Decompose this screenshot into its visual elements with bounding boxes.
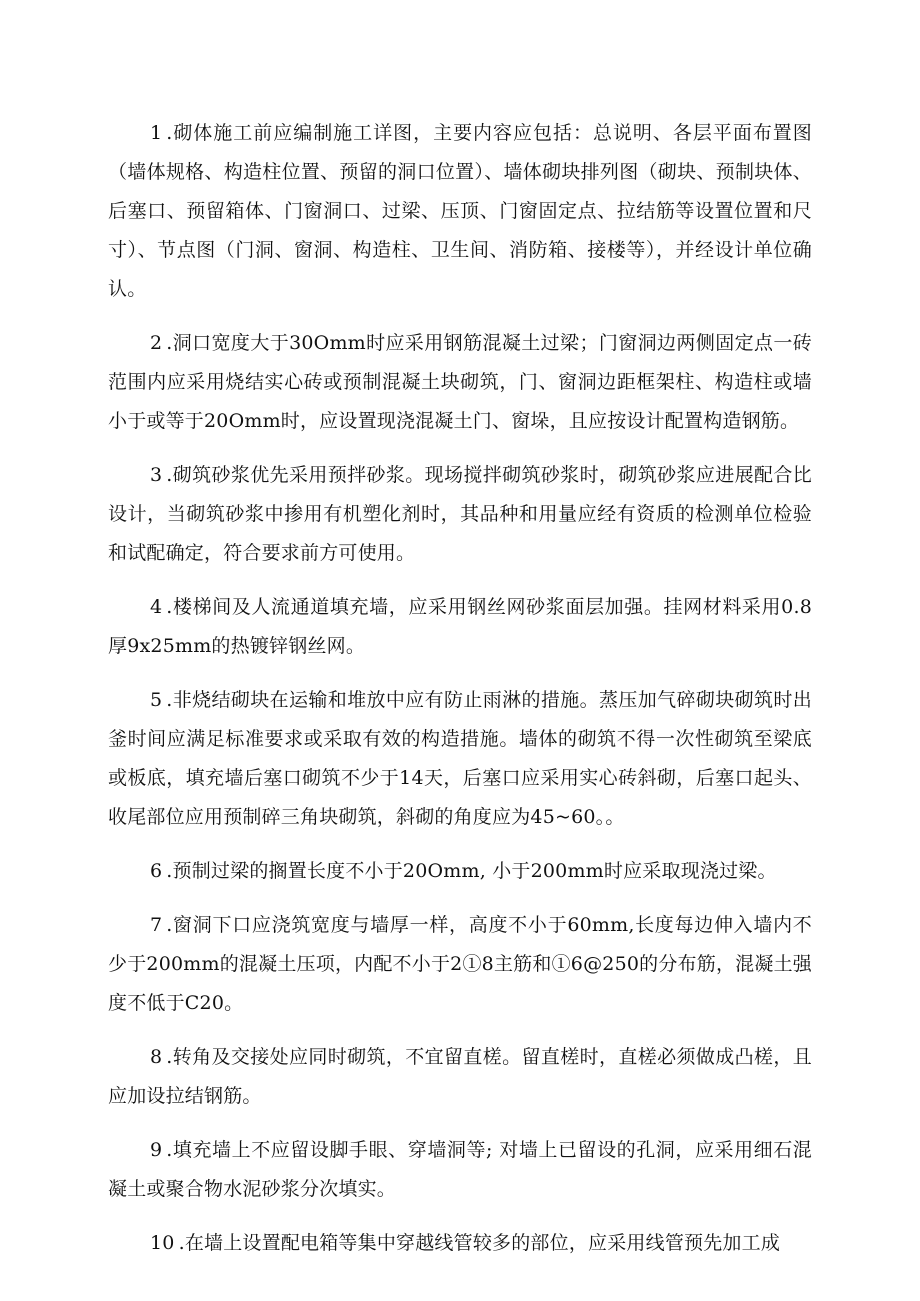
- paragraph-8: [108, 1038, 812, 1116]
- item-text: .砌筑砂浆优先采用预拌砂浆。现场搅拌砌筑砂浆时，砌筑砂浆应进展配合比设计，当砌筑砂浆中掺用有机塑化剂时，其品种和用量应经有资质的检测单位检验和试配确定，符合要求前方可使用。: [108, 464, 812, 564]
- item-number: 7: [150, 914, 163, 936]
- item-text: .砌体施工前应编制施工详图，主要内容应包括：总说明、各层平面布置图（墙体规格、构造柱位置、预留的洞口位置）、墙体砌块排列图（砌块、预制块体、后塞口、预留箱体、门窗洞口、过梁、压顶、门窗固定点、拉结筋等设置位置和尺寸）、节点图（门洞、窗洞、构造柱、卫生间、消防箱、接楼等），并经设计单位确认。: [108, 122, 812, 300]
- paragraph-10: [108, 1224, 812, 1263]
- item-text: .预制过梁的搁置长度不小于20Omm, 小于200mm时应采取现浇过梁。: [166, 860, 777, 882]
- paragraph-1: [108, 114, 812, 309]
- item-text: .非烧结砌块在运输和堆放中应有防止雨淋的措施。蒸压加气碎砌块砌筑时出釜时间应满足标准要求或采取有效的构造措施。墙体的砌筑不得一次性砌筑至梁底或板底，填充墙后塞口砌筑不少于14天，后塞口应采用实心砖斜砌，后塞口起头、收尾部位应用预制碎三角块砌筑，斜砌的角度应为45~60。。: [108, 689, 812, 828]
- item-text: .洞口宽度大于30Omm时应采用钢筋混凝土过梁；门窗洞边两侧固定点一砖范围内应采用烧结实心砖或预制混凝土块砌筑，门、窗洞边距框架柱、构造柱或墙小于或等于20Omm时，应设置现浇混凝土门、窗垛，且应按设计配置构造钢筋。: [108, 332, 812, 432]
- item-text: .窗洞下口应浇筑宽度与墙厚一样，高度不小于60mm,长度每边伸入墙内不少于200mm的混凝土压项，内配不小于2①8主筋和①6@250的分布筋，混凝土强度不低于C20。: [108, 914, 812, 1014]
- item-number: 8: [150, 1046, 163, 1068]
- item-number: 10: [150, 1232, 175, 1254]
- item-text: .填充墙上不应留设脚手眼、穿墙洞等; 对墙上已留设的孔洞，应采用细石混凝土或聚合物水泥砂浆分次填实。: [108, 1139, 812, 1200]
- item-number: 9: [150, 1139, 163, 1161]
- item-number: 1: [150, 122, 163, 144]
- item-text: .在墙上设置配电箱等集中穿越线管较多的部位，应采用线管预先加工成: [178, 1232, 781, 1254]
- item-number: 2: [150, 332, 163, 354]
- item-number: 3: [150, 464, 163, 486]
- item-number: 6: [150, 860, 163, 882]
- paragraph-9: [108, 1131, 812, 1209]
- item-text: .转角及交接处应同时砌筑，不宜留直槎。留直槎时，直槎必须做成凸槎，且应加设拉结钢筋。: [108, 1046, 812, 1107]
- paragraph-6: [108, 852, 812, 891]
- paragraph-7: [108, 906, 812, 1023]
- paragraph-4: [108, 588, 812, 666]
- item-number: 5: [150, 689, 163, 711]
- paragraph-5: [108, 681, 812, 837]
- item-number: 4: [150, 596, 163, 618]
- item-text: .楼梯间及人流通道填充墙，应采用钢丝网砂浆面层加强。挂网材料采用0.8厚9x25mm的热镀锌钢丝网。: [108, 596, 812, 657]
- paragraph-2: [108, 324, 812, 441]
- paragraph-3: [108, 456, 812, 573]
